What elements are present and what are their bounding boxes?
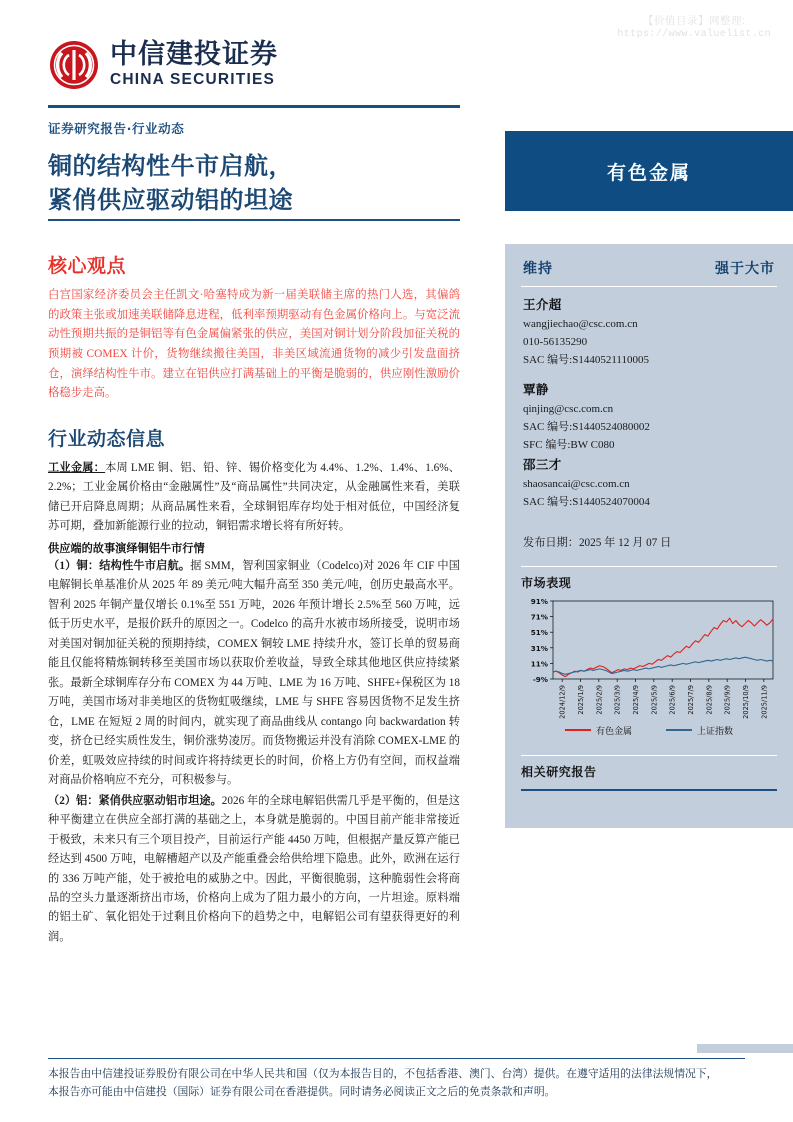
market-performance-section [521, 566, 777, 591]
company-logo [48, 34, 460, 96]
industry-p2-body: 据 SMM，智利国家铜业（Codelco)对 2026 年 CIF 中国电解铜长单基准价从 2025 年 89 美元/吨大幅升高至 350 美元/吨，创历史最高水平。智利 2025 年铜产量仅增长 0.1%至 551 万吨，2026 年预计增长 2.5%至 560 万吨，远低于历史水平，是报价跃升的原因之一。Codelco 的高升水被市场所接受，说明市场对美国对铜加征关税的预期持续，COMEX 铜较 LME 持续升水，签订长单的贸易商能且仅能将精炼铜转移至美国市场以获取价差收益，导致全球其他地区供应持续紧张。最新全球铜库存分布 COMEX 为 44 万吨、LME 为 16 万吨、SHFE+保税区为 18 万吨，美国市场对非美地区的货物虹吸继续，LME 与 SHFE 容易因货物不足发生挤仓，LME 在短短 2 周的时间内，就实现了商品曲线从 contango 向 backwardation 转变，挤仓已经实质性发生，铜价涨势凌厉。而货物搬运并没有消除 COMEX-LME 的价差，虹吸效应持续的时间或许将持续更长的时间，价格上方仍有空间，而权益端对商品价格响应不充分，可积极参与。 [48, 559, 460, 787]
legend-item [666, 724, 733, 737]
svg-text:2025/8/9: 2025/8/9 [705, 684, 714, 715]
svg-text:91%: 91% [530, 596, 548, 606]
industry-paragraph-3 [48, 792, 460, 948]
logo-english-name: CHINA SECURITIES [110, 71, 276, 89]
analyst-list [505, 295, 793, 512]
title-underline [48, 219, 460, 222]
page-title-line-2: 紧俏供应驱动铝的坦途 [48, 185, 293, 214]
industry-banner-label: 有色金属 [606, 161, 691, 184]
legend-label-series-0: 有色金属 [595, 726, 632, 737]
analyst-phone: 010-56135290 [523, 335, 588, 348]
svg-text:2024/12/9: 2024/12/9 [558, 684, 567, 719]
svg-text:11%: 11% [530, 658, 548, 668]
rating-row [505, 244, 793, 284]
footer-corner-tab [697, 1044, 793, 1053]
analyst-sac: SAC 编号:S1440521110005 [523, 353, 650, 366]
footer-divider [48, 1058, 745, 1059]
svg-text:2025/6/9: 2025/6/9 [668, 684, 677, 715]
svg-text:2025/11/9: 2025/11/9 [760, 684, 769, 719]
left-column [48, 34, 460, 948]
svg-text:2025/3/9: 2025/3/9 [613, 684, 622, 715]
publish-date-label: 发布日期： [523, 536, 579, 549]
footer-line-2: 本报告亦可能由中信建投（国际）证券有限公司在香港提供。同时请务必阅读正文之后的免责条款和声明。 [48, 1085, 556, 1098]
page-title [48, 149, 460, 217]
svg-text:2025/7/9: 2025/7/9 [687, 684, 695, 715]
legend-swatch-series-0 [565, 729, 591, 731]
industry-p3-body: 2026 年的全球电解铝供需几乎是平衡的，但是这种平衡建立在供应全部打满的基础之上，本身就是脆弱的。中国目前产能非常接近于极致，未来只有三个项目投产，目前运行产能 4450 万吨，但根据产量反算产能已经达到 4500 万吨，电解槽超产以及产能重叠会给供给埋下隐患。此外，欧洲在运行的 336 万吨产能，处于被抢电的威胁之中。因此，平衡很脆弱，这种脆弱性会将商品的空头力量逐渐挤出市场，价格向上成为了阻力最小的方向，一片坦途。原料端的铝土矿、氧化铝处于过剩且价格向下的趋势之中，电解铝公司有望获得更好的利润。 [48, 794, 460, 943]
svg-text:2025/5/9: 2025/5/9 [650, 684, 659, 715]
analyst-email[interactable]: shaosancai@csc.com.cn [523, 477, 630, 490]
industry-banner [505, 131, 793, 211]
market-performance-title: 市场表现 [521, 575, 572, 590]
rating-value: 强于大市 [715, 261, 775, 277]
publish-date-row [505, 534, 793, 550]
info-panel [505, 244, 793, 828]
core-view-paragraph: 白宫国家经济委员会主任凯文·哈塞特成为新一届美联储主席的热门人选，其偏鸽的政策主张或加速美联储降息进程，低利率预期驱动有色金属价格向上。与宽泛流动性预期共振的是铜铝等有色金属偏紧张的供应，美国对铜计划分阶段加征关税的预期被 COMEX 计价，货物继续搬往美国，非美区域流通货物的减少引发盘面挤仓，演绎结构性牛市。建立在铝供应打满基础上的平衡是脆弱的，供应刚性激励价格稳步走高。 [48, 289, 460, 400]
analyst-email[interactable]: wangjiechao@csc.com.cn [523, 318, 638, 330]
analyst-sfc: SFC 编号:BW C080 [523, 439, 615, 452]
svg-text:51%: 51% [530, 627, 548, 637]
report-kicker: 证券研究报告·行业动态 [48, 120, 185, 136]
related-reports-section [521, 755, 777, 791]
watermark [617, 14, 771, 42]
industry-paragraph-1 [48, 459, 460, 537]
watermark-line-1: 【价值目录】网整理: [642, 15, 746, 27]
svg-text:-9%: -9% [532, 674, 548, 684]
rating-status: 维持 [523, 261, 553, 277]
market-performance-chart [519, 597, 779, 747]
svg-text:2025/10/9: 2025/10/9 [742, 684, 750, 719]
industry-paragraph-2 [48, 557, 460, 791]
page-title-line-1: 铜的结构性牛市启航， [48, 151, 293, 180]
chart-legend [519, 724, 779, 737]
industry-news-heading: 行业动态信息 [48, 427, 166, 450]
analyst-sac: SAC 编号:S1440524080002 [523, 421, 650, 434]
analyst-name: 覃静 [523, 382, 549, 398]
related-reports-divider [521, 789, 777, 791]
svg-text:31%: 31% [530, 643, 548, 653]
analyst-entry [523, 295, 775, 369]
industry-p1-lead: 工业金属： [48, 461, 106, 474]
svg-text:71%: 71% [530, 612, 548, 622]
analyst-entry [523, 380, 775, 454]
analyst-name: 邵三才 [523, 456, 562, 472]
analyst-sac: SAC 编号:S1440524070004 [523, 495, 650, 508]
logo-wordmark [110, 38, 278, 89]
logo-chinese-name: 中信建投证券 [110, 38, 278, 70]
svg-text:2025/2/9: 2025/2/9 [595, 684, 604, 715]
footer [48, 1058, 745, 1101]
csc-logo-icon [48, 39, 100, 91]
legend-item [565, 724, 632, 737]
market-performance-chart-svg [519, 597, 779, 723]
watermark-line-2: https://www.valuelist.cn [617, 29, 771, 41]
analyst-spacer [523, 369, 775, 380]
core-view-heading: 核心观点 [48, 255, 127, 278]
industry-p3-lead: （2）铝：紧俏供应驱动铝市坦途。 [48, 794, 222, 807]
related-reports-title: 相关研究报告 [521, 764, 597, 779]
legend-label-series-1: 上证指数 [697, 726, 734, 737]
rating-divider [521, 286, 777, 287]
svg-text:2025/9/9: 2025/9/9 [723, 684, 732, 715]
analyst-entry [523, 455, 775, 512]
analyst-email[interactable]: qinjing@csc.com.cn [523, 403, 614, 416]
header-divider [48, 105, 460, 108]
industry-p2-lead: （1）铜：结构性牛市启航。 [48, 559, 191, 572]
legend-swatch-series-1 [666, 729, 692, 731]
svg-text:2025/4/9: 2025/4/9 [632, 684, 640, 715]
svg-text:2025/1/9: 2025/1/9 [577, 684, 585, 715]
industry-p1-body: 本周 LME 铜、铝、铅、锌、锡价格变化为 4.4%、1.2%、1.4%、1.6%、2.2%；工业金属价格由“金融属性”及“商品属性”共同决定，从金融属性来看，美联储已开启降息周期；从商品属性来看，全球铜铝库存均处于相对低位，中国经济复苏可期，叠加新能源行业的拉动，铜铝需求增长将有所好转。 [48, 461, 460, 533]
analyst-name: 王介超 [523, 297, 562, 312]
industry-subheading: 供应端的故事演绎铜铝牛市行情 [48, 542, 205, 555]
footer-line-1: 本报告由中信建投证券股份有限公司在中华人民共和国（仅为本报告目的，不包括香港、澳门、台湾）提供。在遵守适用的法律法规情况下， [48, 1068, 718, 1081]
publish-date-value: 2025 年 12 月 07 日 [578, 536, 672, 549]
